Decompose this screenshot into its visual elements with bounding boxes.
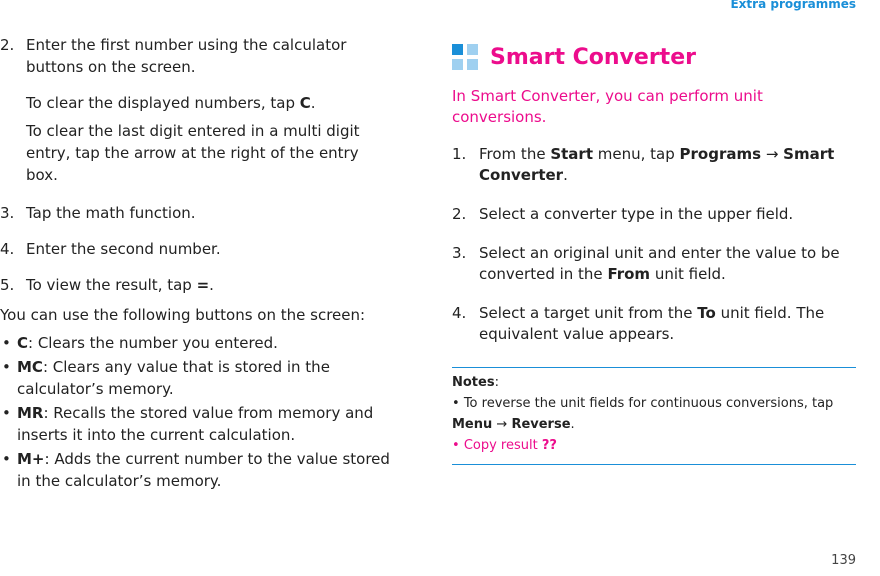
step-text-end: .	[209, 276, 214, 294]
step-number: 1.	[452, 145, 467, 163]
step-number: 5.	[0, 276, 15, 294]
section-header: Extra programmes	[730, 0, 856, 11]
bullet-desc: : Clears the number you entered.	[28, 334, 278, 352]
note-copy-result	[452, 435, 856, 456]
converter-step-3	[452, 243, 856, 285]
bullet-desc: : Recalls the stored value from memory and inserts it into the current calculation.	[17, 404, 374, 444]
smart-converter-name: Smart Converter	[479, 145, 835, 184]
step-3	[0, 202, 390, 224]
bullet-dot: •	[2, 334, 11, 352]
notes-colon: :	[494, 375, 499, 390]
step-text-end: .	[563, 166, 568, 184]
note-reverse	[452, 393, 856, 435]
bullet-key: M+	[17, 450, 45, 468]
step-2-note-last-digit	[0, 120, 390, 186]
step-2	[0, 34, 390, 78]
step-text: Enter the second number.	[26, 240, 221, 258]
bullet-c	[0, 332, 390, 354]
step-text-end: unit field. The equivalent value appears.	[479, 304, 825, 343]
button-name: C	[299, 94, 311, 112]
step-text: Tap the math function.	[26, 204, 196, 222]
start-menu-name: Start	[550, 145, 593, 163]
step-5	[0, 274, 390, 296]
page-number: 139	[831, 553, 856, 568]
converter-step-2	[452, 204, 856, 225]
bullet-dot: •	[2, 450, 11, 468]
step-number: 3.	[0, 204, 15, 222]
converter-step-4	[452, 303, 856, 345]
step-text: Enter the first number using the calculator buttons on the screen.	[26, 36, 347, 76]
note-text-end: .	[310, 94, 316, 112]
step-number: 4.	[452, 304, 467, 322]
step-text: Select a target unit from the	[479, 304, 698, 322]
right-column	[452, 40, 856, 465]
equals-key: =	[196, 276, 210, 294]
step-number: 4.	[0, 240, 15, 258]
to-field-name: To	[697, 304, 716, 322]
step-text: Select a converter type in the upper field.	[479, 205, 794, 223]
from-field-name: From	[607, 265, 651, 283]
reverse-name: Reverse	[511, 417, 571, 432]
buttons-intro: You can use the following buttons on the screen:	[0, 306, 366, 324]
note-bullet: •	[452, 438, 464, 453]
step-number: 2.	[0, 36, 15, 54]
bullet-m-plus	[0, 448, 390, 492]
notes-box	[452, 367, 856, 465]
bullet-key: C	[17, 334, 29, 352]
bullet-mr	[0, 402, 390, 446]
step-2-note-clear	[0, 92, 390, 114]
step-text-mid: menu, tap	[593, 145, 680, 163]
section-lead: In Smart Converter, you can perform unit conversions.	[452, 87, 763, 126]
step-4	[0, 238, 390, 260]
bullet-key: MC	[17, 358, 43, 376]
bullet-dot: •	[2, 358, 11, 376]
notes-label: Notes	[452, 375, 495, 390]
step-text-end: unit field.	[650, 265, 726, 283]
step-text: Select an original unit and enter the value to be converted in the	[479, 244, 840, 283]
converter-step-1	[452, 144, 856, 186]
note-bullet: •	[452, 396, 464, 411]
left-column	[0, 34, 390, 494]
step-text: To view the result, tap	[26, 276, 197, 294]
note-text: To clear the displayed numbers, tap	[26, 94, 300, 112]
section-title: Smart Converter	[490, 44, 696, 70]
bullet-mc	[0, 356, 390, 400]
note-text: To clear the last digit entered in a multi digit entry, tap the arrow at the right of the entry box.	[26, 122, 360, 184]
bullet-key: MR	[17, 404, 44, 422]
menu-name: Menu	[452, 417, 493, 432]
bullet-desc: : Clears any value that is stored in the calculator’s memory.	[17, 358, 330, 398]
step-number: 3.	[452, 244, 467, 262]
unknown-symbol: ??	[541, 438, 557, 453]
step-number: 2.	[452, 205, 467, 223]
arrow-icon: →	[492, 417, 512, 432]
section-grid-icon	[452, 44, 478, 70]
bullet-desc: : Adds the current number to the value stored in the calculator’s memory.	[17, 450, 390, 490]
programs-name: Programs	[679, 145, 762, 163]
step-text: From the	[479, 145, 551, 163]
notes-heading	[452, 372, 856, 393]
bullet-dot: •	[2, 404, 11, 422]
note-text: Copy result	[463, 438, 542, 453]
note-text: To reverse the unit fields for continuous conversions, tap	[463, 396, 834, 411]
section-title-row	[452, 40, 856, 74]
note-text-end: .	[570, 417, 575, 432]
arrow-icon: →	[761, 145, 784, 163]
